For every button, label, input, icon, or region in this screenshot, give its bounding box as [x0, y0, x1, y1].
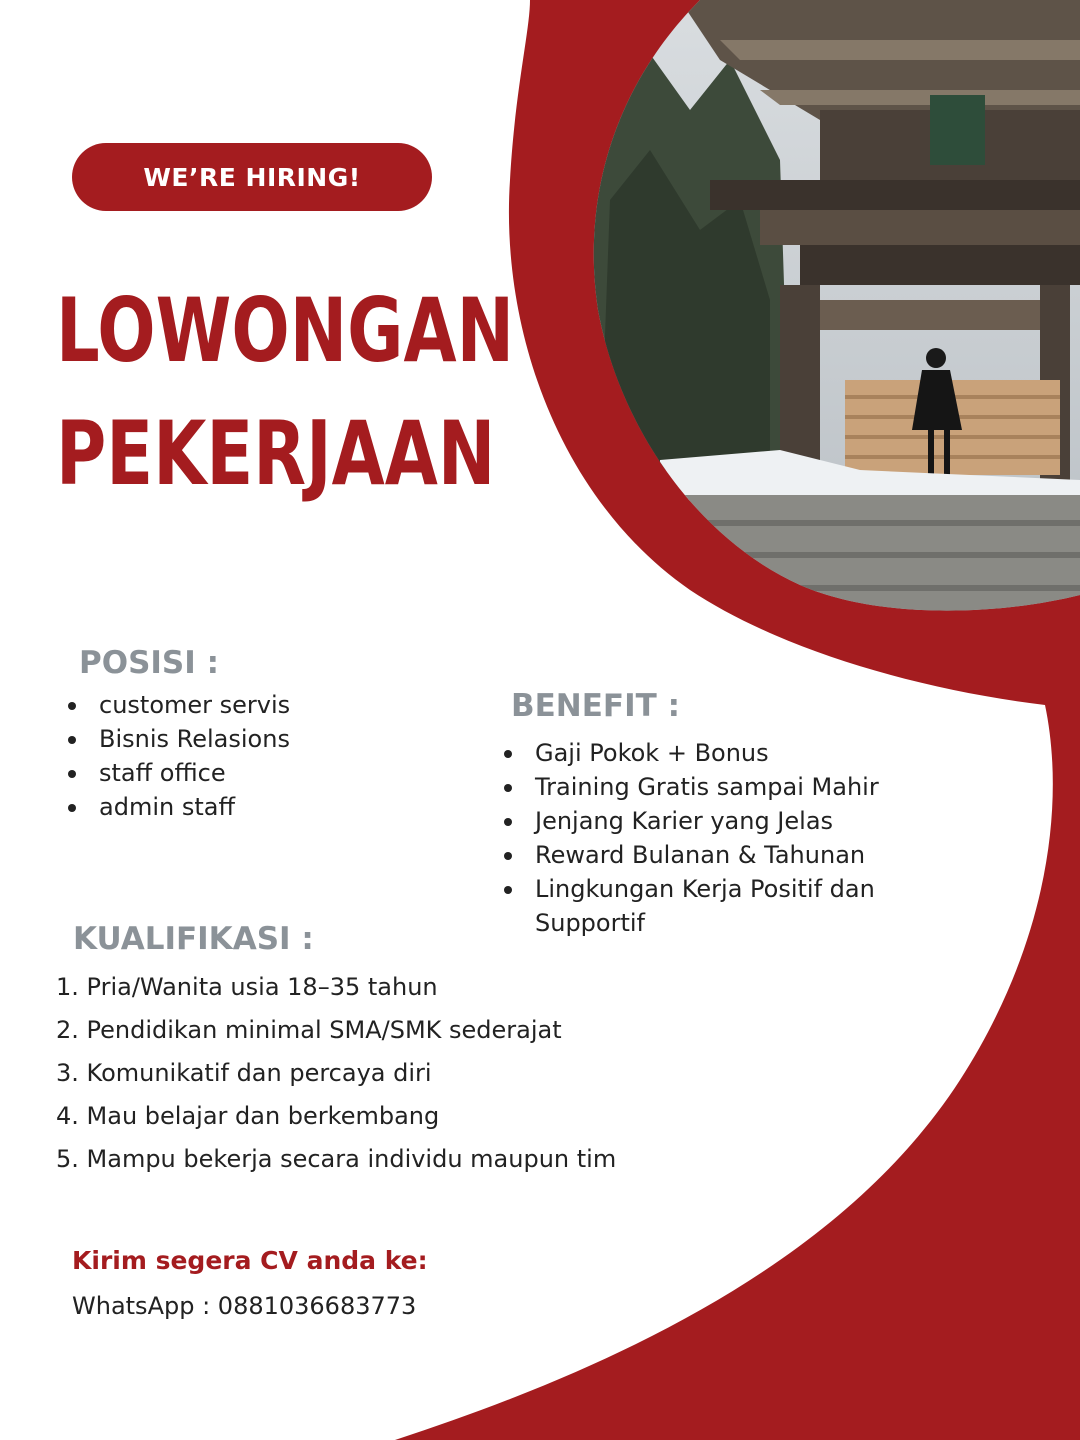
- list-item: Gaji Pokok + Bonus: [500, 736, 930, 770]
- list-item: customer servis: [64, 688, 464, 722]
- list-item: 1. Pria/Wanita usia 18–35 tahun: [56, 973, 438, 1001]
- posisi-list: [64, 688, 464, 824]
- list-item: Reward Bulanan & Tahunan: [500, 838, 930, 872]
- whatsapp-contact: WhatsApp : 0881036683773: [72, 1292, 417, 1320]
- list-item: Training Gratis sampai Mahir: [500, 770, 930, 804]
- posisi-title: POSISI :: [79, 645, 219, 681]
- headline-line-1: LOWONGAN: [56, 279, 515, 382]
- list-item: 5. Mampu bekerja secara individu maupun tim: [56, 1145, 617, 1173]
- headline-line-2: PEKERJAAN: [56, 402, 496, 505]
- list-item: staff office: [64, 756, 464, 790]
- list-item: Jenjang Karier yang Jelas: [500, 804, 930, 838]
- list-item: Bisnis Relasions: [64, 722, 464, 756]
- list-item: admin staff: [64, 790, 464, 824]
- benefit-list: [500, 736, 930, 940]
- list-item: Lingkungan Kerja Positif dan Supportif: [500, 872, 930, 940]
- list-item: 3. Komunikatif dan percaya diri: [56, 1059, 432, 1087]
- cv-call-to-action: Kirim segera CV anda ke:: [72, 1246, 428, 1275]
- hiring-badge: WE’RE HIRING!: [72, 143, 432, 211]
- kualifikasi-title: KUALIFIKASI :: [73, 921, 314, 957]
- list-item: 4. Mau belajar dan berkembang: [56, 1102, 440, 1130]
- benefit-title: BENEFIT :: [511, 688, 680, 724]
- kualifikasi-list: [56, 966, 616, 1181]
- list-item: 2. Pendidikan minimal SMA/SMK sederajat: [56, 1016, 562, 1044]
